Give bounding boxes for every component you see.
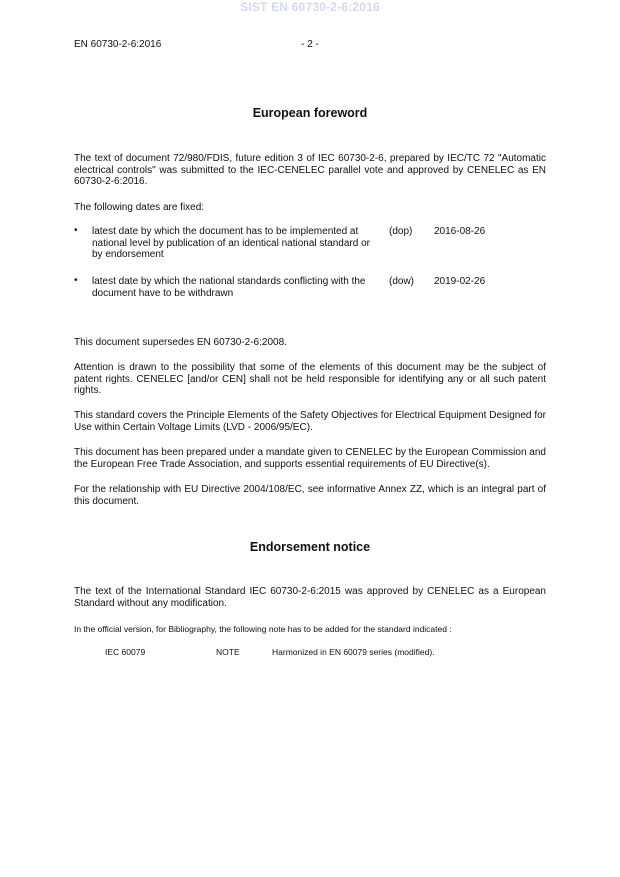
date-item-text: latest date by which the national standards conflicting with the document have to be withdrawn: [92, 276, 366, 299]
bullet-glyph: •: [74, 275, 78, 286]
note-standard: IEC 60079: [105, 647, 146, 657]
note-text: Harmonized in EN 60079 series (modified).: [272, 647, 435, 657]
watermark: SIST EN 60730-2-6:2016: [240, 0, 380, 14]
foreword-title: European foreword: [252, 106, 368, 120]
mandate-text: This document has been prepared under a mandate given to CENELEC by the European Commission and the European Free Trade Association, and supports essential requirements of EU Directive(s).: [74, 447, 546, 470]
endorsement-title: Endorsement notice: [249, 540, 371, 554]
principle-text: This standard covers the Principle Elements of the Safety Objectives for Electrical Equipment Designed for Use within Certain Voltage Limits (LVD - 2006/95/EC).: [74, 410, 546, 433]
header-doc-id: EN 60730-2-6:2016: [74, 39, 162, 50]
supersedes-text: This document supersedes EN 60730-2-6:2008.: [74, 337, 287, 348]
bullet-glyph: •: [74, 225, 78, 236]
date-item-text: latest date by which the document has to be implemented at national level by publication of an identical national standard or by endorsement: [92, 226, 370, 260]
date-item-code: (dow): [389, 276, 415, 287]
foreword-intro: The text of document 72/980/FDIS, future edition 3 of IEC 60730-2-6, prepared by IEC/TC 72 "Automatic electrical controls" was submitted to the IEC-CENELEC parallel vote and approved by CENELEC as EN 60730-2-6:2016.: [74, 153, 546, 187]
date-item-date: 2016-08-26: [434, 226, 486, 237]
relationship-text: For the relationship with EU Directive 2004/108/EC, see informative Annex ZZ, which is an integral part of this document.: [74, 484, 546, 507]
date-item-date: 2019-02-26: [434, 276, 486, 287]
date-item-code: (dop): [389, 226, 413, 237]
bibliography-note: In the official version, for Bibliography, the following note has to be added for the standard indicated :: [74, 624, 452, 634]
dates-intro: The following dates are fixed:: [74, 202, 205, 213]
patent-text: Attention is drawn to the possibility that some of the elements of this document may be the subject of patent rights. CENELEC [and/or CEN] shall not be held responsible for identifying any or all such patent rights.: [74, 362, 546, 396]
endorsement-text: The text of the International Standard IEC 60730-2-6:2015 was approved by CENELEC as a European Standard without any modification.: [74, 586, 546, 609]
note-label: NOTE: [216, 647, 240, 657]
header-page-number: - 2 -: [301, 39, 319, 50]
